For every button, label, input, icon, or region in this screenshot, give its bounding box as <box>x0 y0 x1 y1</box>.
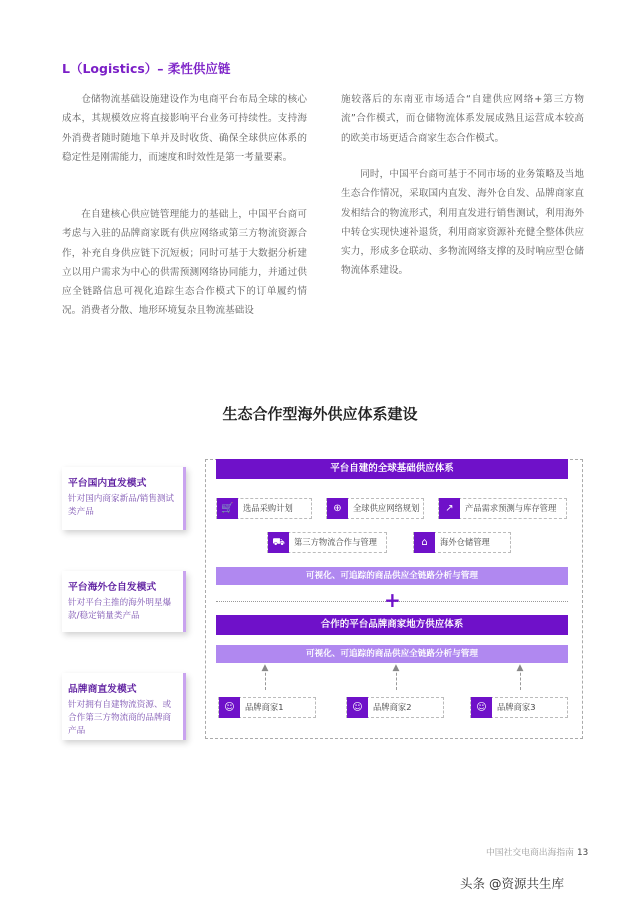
platform-item-label: 产品需求预测与库存管理 <box>465 503 557 513</box>
network-icon: ⊕ <box>327 498 348 519</box>
section-title: L（Logistics）– 柔性供应链 <box>62 61 231 76</box>
platform-item-box <box>413 532 511 553</box>
mode-desc: 针对拥有自建物流资源、或合作第三方物流商的品牌商产品 <box>68 700 172 736</box>
merchant-label: 品牌商家3 <box>497 702 536 712</box>
mode-card-domestic <box>62 467 186 530</box>
page-footer <box>486 845 588 858</box>
merchant-box <box>470 697 568 718</box>
mode-card-brand-direct <box>62 673 186 740</box>
mode-card-overseas-warehouse <box>62 571 186 632</box>
logistics-icon: ⛟ <box>268 532 289 553</box>
paragraph-2: 在自建核心供应链管理能力的基础上，中国平台商可考虑与入驻的品牌商家既有供应网络或第三方物流资源合作，补充自身供应链下沉短板；同时可基于大数据分析建立以用户需求为中心的供需预测网络协同能力，并通过供应全链路信息可视化追踪生态合作模式下的订单履约情况。消费者分散、地形环境复杂且物流基础设 <box>62 209 307 317</box>
platform-system-header: 平台自建的全球基础供应体系 <box>216 459 568 479</box>
mode-title: 平台国内直发模式 <box>68 478 147 489</box>
merchant-box <box>218 697 316 718</box>
platform-item-label: 全球供应网络规划 <box>353 503 420 513</box>
platform-item-box <box>267 532 387 553</box>
watermark: 头条 @资源共生库 <box>460 876 564 891</box>
mode-title: 品牌商直发模式 <box>68 684 137 695</box>
forecast-icon: ↗ <box>439 498 460 519</box>
warehouse-icon: ⌂ <box>414 532 435 553</box>
visibility-bar: 可视化、可追踪的商品供应全链路分析与管理 <box>216 645 568 663</box>
diagram-title: 生态合作型海外供应体系建设 <box>222 405 418 423</box>
mode-desc: 针对平台主推的海外明星爆款/稳定销量类产品 <box>68 598 172 621</box>
platform-item-box <box>216 498 312 519</box>
platform-item-label: 海外仓储管理 <box>440 537 490 547</box>
merchant-label: 品牌商家2 <box>373 702 412 712</box>
paragraph-3: 施较落后的东南亚市场适合“自建供应网络+第三方物流”合作模式，而仓储物流体系发展成熟且运营成本较高的欧美市场更适合商家生态合作模式。 <box>341 94 584 144</box>
platform-item-box <box>326 498 424 519</box>
mode-desc: 针对国内商家新品/销售测试类产品 <box>68 494 175 517</box>
cart-icon: 🛒 <box>217 498 238 519</box>
mode-title: 平台海外仓自发模式 <box>68 582 157 593</box>
arrow-up-icon: ▲ <box>261 663 269 673</box>
user-icon: ☺ <box>219 697 240 718</box>
platform-item-box <box>438 498 567 519</box>
paragraph-1: 仓储物流基础设施建设作为电商平台布局全球的核心成本，其规模效应将直接影响平台业务可持续性。支持海外消费者随时随地下单并及时收货、确保全球供应体系的稳定性是刚需能力，而速度和时效性是第一考量要素。 <box>62 94 307 163</box>
merchant-label: 品牌商家1 <box>245 702 284 712</box>
platform-item-label: 选品采购计划 <box>243 503 293 513</box>
visibility-bar: 可视化、可追踪的商品供应全链路分析与管理 <box>216 567 568 585</box>
platform-item-label: 第三方物流合作与管理 <box>294 537 377 547</box>
page-number: 13 <box>576 848 589 858</box>
brand-system-header: 合作的平台品牌商家地方供应体系 <box>216 615 568 635</box>
user-icon: ☺ <box>471 697 492 718</box>
plus-icon: + <box>384 588 401 612</box>
paragraph-4: 同时，中国平台商可基于不同市场的业务策略及当地生态合作情况，采取国内直发、海外仓自发、品牌商家直发相结合的物流形式，利用直发进行销售测试，利用海外中转仓实现快速补退货，利用商家资源补充健全整体供应实力，形成多仓联动、多物流网络支撑的及时响应型仓储物流体系建设。 <box>341 169 584 277</box>
arrow-up-icon: ▲ <box>392 663 400 673</box>
arrow-up-icon: ▲ <box>516 663 524 673</box>
footer-text: 中国社交电商出海指南 <box>486 848 574 858</box>
user-icon: ☺ <box>347 697 368 718</box>
merchant-box <box>346 697 444 718</box>
